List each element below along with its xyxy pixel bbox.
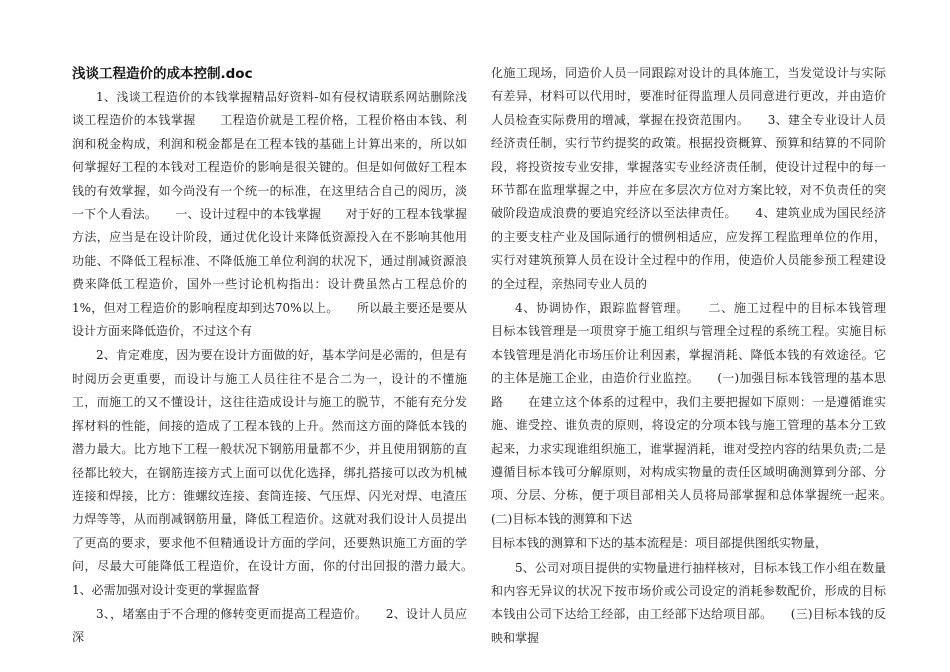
right-column	[491, 62, 911, 651]
paragraph: 2、肯定难度，因为要在设计方面做的好，基本学问是必需的，但是有时阅历会更重要，而设计与施工人员往往不是合二为一，设计的不懂施工，而施工的又不懂设计，这往往造成设计与施工的脱节，不能有充分发挥材料的性能，间接的造成了工程本钱的上升。然而这方面的降低本钱的潜力最大。比方地下工程一般状况下钢筋用量都不少，并且使用钢筋的直径都比较大，在钢筋连接方式上面可以优化选择，绑扎搭接可以改为机械连接和焊接，比方：锥螺纹连接、套筒连接、气压焊、闪光对焊、电渣压力焊等等，从而削减钢筋用量，降低工程造价。这就对我们设计人员提出了更高的要求，要求他不但精通设计方面的学问，还要熟识施工方面的学问，尽最大可能降低工程造价，在设计方面，你的付出回报的潜力最大。 1、必需加强对设计变更的掌握监督	[72, 348, 492, 597]
left-column	[72, 62, 492, 651]
paragraph: 4、协调协作，跟踪监督管理。 二、施工过程中的目标本钱管理 目标本钱管理是一项贯穿于施工组织与管理全过程的系统工程。实施目标本钱管理是消化市场压价让利因素，掌握消耗、降低本钱的有效途径。它的主体是施工企业，由造价行业监控。 (一)加强目标本钱管理的基本思路 在建立这个体系的过程中，我们主要把握如下原则：一是遵循谁实施、谁受控、谁负责的原则，将设定的分项本钱与施工管理的基本分工致起来，力求实现谁组织施工，谁掌握消耗，谁对受控内容的结果负责;二是遵循目标本钱可分解原则，对构成实物量的责任区域明确测算到分部、分项、分层、分栋，便于项目部相关人员将局部掌握和总体掌握统一起来。 (二)目标本钱的测算和下迖	[491, 301, 911, 526]
paragraph: 3、，堵塞由于不合理的修转变更而提高工程造价。 2、设计人员应深	[72, 606, 467, 645]
paragraph: 目标本钱的测算和下达的基本流程是：项目部提供图纸实物量，	[491, 536, 828, 551]
paragraph: 1、浅谈工程造价的本钱掌握精品好资料-如有侵权请联系网站删除浅谈工程造价的本钱掌握 工程造价就是工程价格，工程价格由本钱、利润和税金构成，利润和税金都是在工程本钱的基础上计算出来的，所以如何掌握好工程的本钱对工程造价的影响是很关键的。但是如何做好工程本钱的有效掌握，如今尚没有一个统一的标准，在这里结合自己的阅历，淡一下个人看法。 一、设计过程中的本钱掌握 对于好的工程本钱掌握方法，应当是在设计阶段，通过优化设计来降低资源投入在不影响其他用功能、不降低工程标准、不降低施工单位利润的状况下，通过削减资源浪费来降低工程造价，国外一些讨论机构指出：设计费虽然占工程总价的1%，但对工程造价的影响程度却到达70%以上。 所以最主要还是要从设计方面来降低造价，不过这个有	[72, 90, 467, 339]
paragraph: 5、公司对项目提供的实物量进行抽样核对，目标本钱工作小组在数量和内容无异议的状况下按市场价或公司设定的消耗参数配价，形成的目标本钱由公司下达给工经部，由工经部下达给项目部。 (三)目标本钱的反映和掌握	[491, 560, 886, 645]
paragraph: 化施工现场，同造价人员一同跟踪对设计的具体施工，当发觉设计与实际有差异，材料可以代用时，要准时征得监理人员同意进行更改，并由造价人员检查实际费用的增减，掌握在投资范围内。 3、建全专业设计人员经济责任制，实行节约提奖的政策。根据投资概算、预算和结算的不同阶段，将投资按专业安排，掌握落实专业经济责任制，使设计过程中的每一环节都在监理掌握之中，并应在多层次方位对方案比较，对不负责任的突破阶段造成浪费的要追究经济以至法律责任。 4、建筑业成为国民经济的主要支柱产业及国际通行的惯例相适应，应发挥工程监理单位的作用，实行对建筑预算人员在设计全过程中的作用，使造价人员能参预工程建设的全过程，亲热同专业人员的	[491, 66, 886, 291]
document-title: 浅谈工程造价的成本控制.doc	[72, 66, 253, 82]
